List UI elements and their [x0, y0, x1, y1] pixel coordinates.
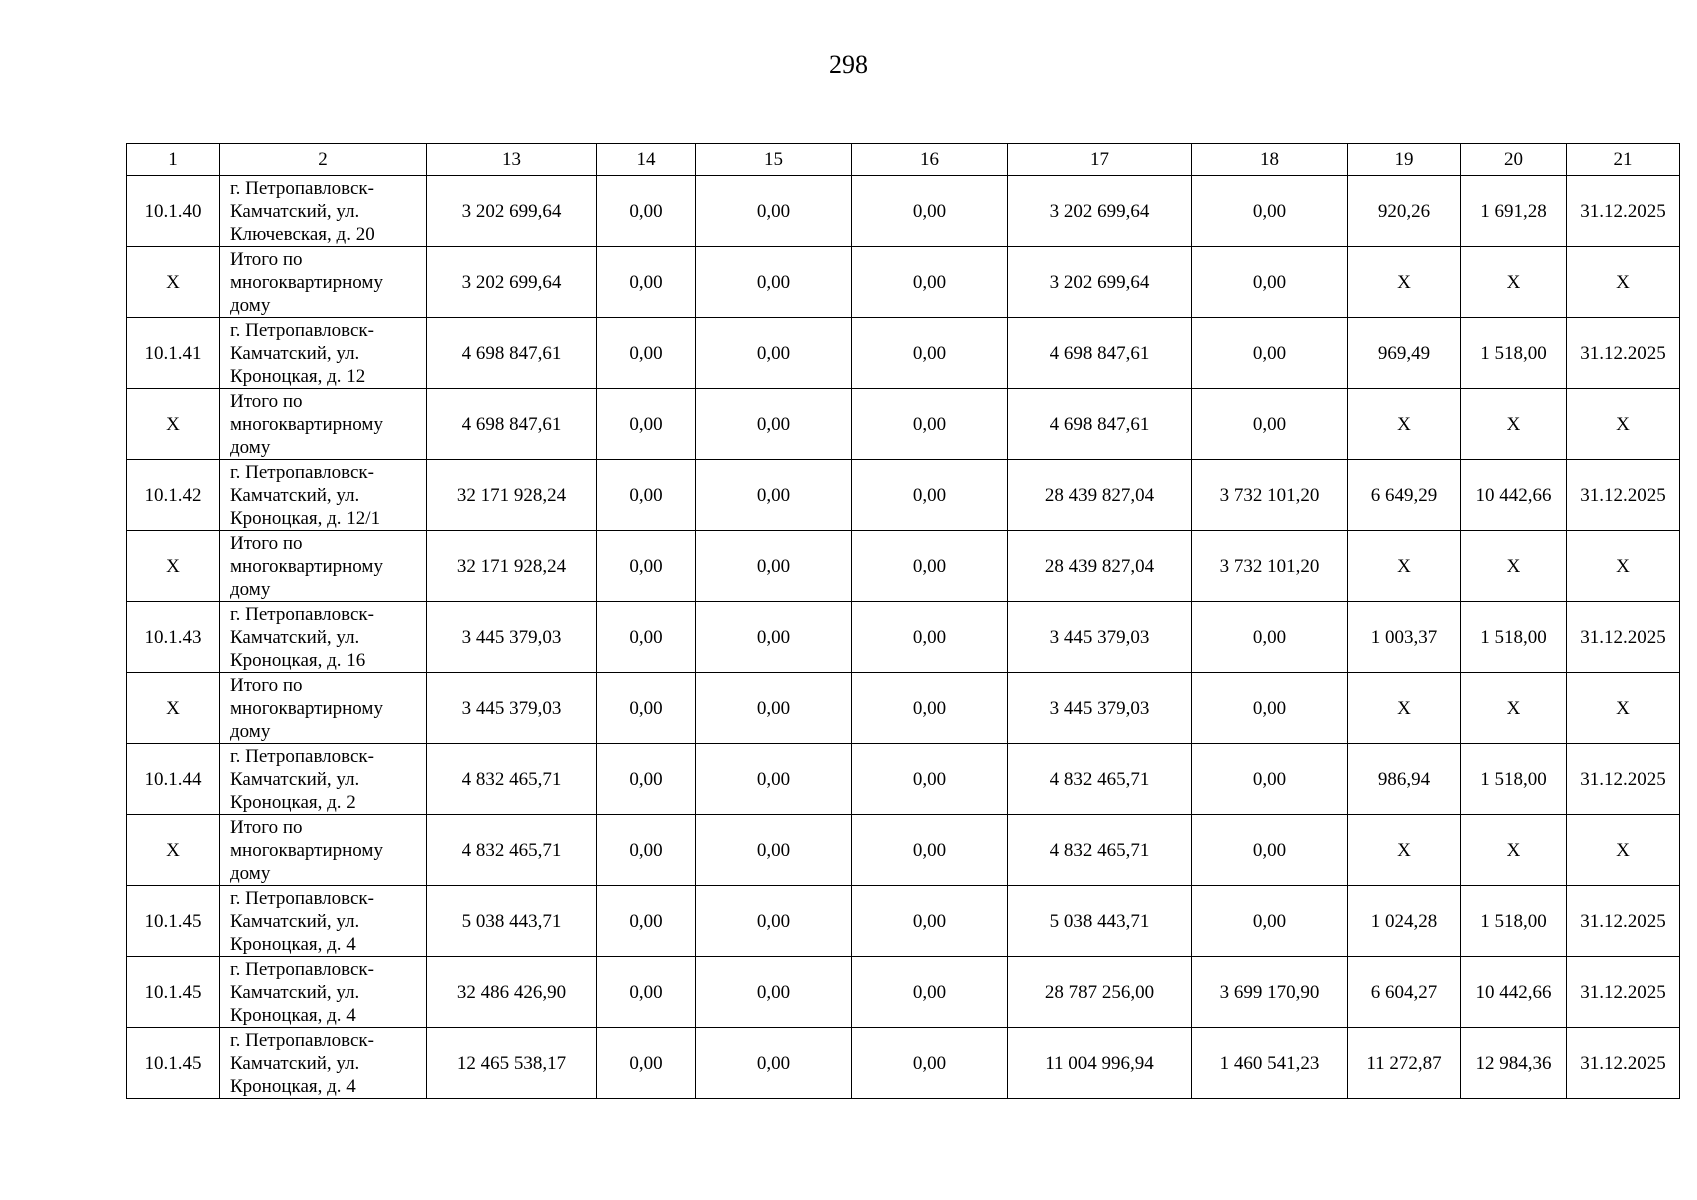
value-cell-col-16: 0,00: [852, 247, 1008, 318]
value-cell-col-21: 31.12.2025: [1567, 957, 1680, 1028]
address-line: Итого по: [230, 674, 303, 696]
table-body: [127, 144, 1680, 1099]
value-cell-col-13: 3 445 379,03: [427, 602, 597, 673]
value-cell-col-21: 31.12.2025: [1567, 1028, 1680, 1099]
address-line: Камчатский, ул.: [230, 981, 360, 1003]
value-cell-col-18: 0,00: [1192, 815, 1348, 886]
value-cell-col-14: 0,00: [597, 744, 696, 815]
value-cell-col-18: 3 732 101,20: [1192, 531, 1348, 602]
address-cell: [220, 1028, 427, 1099]
value-cell-col-15: 0,00: [696, 176, 852, 247]
value-cell-col-19: 6 604,27: [1348, 957, 1461, 1028]
value-cell-col-18: 0,00: [1192, 673, 1348, 744]
row-number-cell: X: [127, 673, 220, 744]
value-cell-col-16: 0,00: [852, 318, 1008, 389]
value-cell-col-16: 0,00: [852, 744, 1008, 815]
address-line: Кроноцкая, д. 2: [230, 791, 356, 813]
address-line: г. Петропавловск-: [230, 177, 374, 199]
value-cell-col-14: 0,00: [597, 176, 696, 247]
value-cell-col-16: 0,00: [852, 673, 1008, 744]
value-cell-col-13: 5 038 443,71: [427, 886, 597, 957]
address-line: дому: [230, 294, 271, 316]
address-line: дому: [230, 436, 271, 458]
header-cell: 21: [1567, 144, 1680, 176]
value-cell-col-15: 0,00: [696, 389, 852, 460]
value-cell-col-14: 0,00: [597, 886, 696, 957]
value-cell-col-15: 0,00: [696, 602, 852, 673]
value-cell-col-13: 3 202 699,64: [427, 247, 597, 318]
value-cell-col-21: X: [1567, 247, 1680, 318]
row-number-cell: 10.1.43: [127, 602, 220, 673]
address-cell: [220, 744, 427, 815]
value-cell-col-15: 0,00: [696, 531, 852, 602]
value-cell-col-17: 5 038 443,71: [1008, 886, 1192, 957]
value-cell-col-21: 31.12.2025: [1567, 744, 1680, 815]
value-cell-col-19: X: [1348, 389, 1461, 460]
value-cell-col-14: 0,00: [597, 247, 696, 318]
value-cell-col-20: X: [1461, 247, 1567, 318]
row-number-cell: 10.1.45: [127, 1028, 220, 1099]
address-line: Камчатский, ул.: [230, 1052, 360, 1074]
header-cell: 1: [127, 144, 220, 176]
row-number-cell: 10.1.42: [127, 460, 220, 531]
value-cell-col-21: 31.12.2025: [1567, 886, 1680, 957]
value-cell-col-19: 6 649,29: [1348, 460, 1461, 531]
address-line: Кроноцкая, д. 12: [230, 365, 366, 387]
value-cell-col-14: 0,00: [597, 460, 696, 531]
table-row: [127, 247, 1680, 318]
address-line: дому: [230, 578, 271, 600]
value-cell-col-21: X: [1567, 815, 1680, 886]
value-cell-col-21: 31.12.2025: [1567, 318, 1680, 389]
value-cell-col-13: 4 832 465,71: [427, 815, 597, 886]
value-cell-col-16: 0,00: [852, 1028, 1008, 1099]
table-row: [127, 957, 1680, 1028]
value-cell-col-20: 1 691,28: [1461, 176, 1567, 247]
row-number-cell: 10.1.41: [127, 318, 220, 389]
value-cell-col-17: 3 202 699,64: [1008, 176, 1192, 247]
value-cell-col-18: 0,00: [1192, 602, 1348, 673]
value-cell-col-13: 12 465 538,17: [427, 1028, 597, 1099]
value-cell-col-20: X: [1461, 389, 1567, 460]
value-cell-col-19: 1 024,28: [1348, 886, 1461, 957]
value-cell-col-15: 0,00: [696, 318, 852, 389]
row-number-cell: 10.1.44: [127, 744, 220, 815]
value-cell-col-19: 986,94: [1348, 744, 1461, 815]
address-line: г. Петропавловск-: [230, 461, 374, 483]
value-cell-col-18: 0,00: [1192, 247, 1348, 318]
address-cell: [220, 318, 427, 389]
header-cell: 15: [696, 144, 852, 176]
value-cell-col-19: 969,49: [1348, 318, 1461, 389]
value-cell-col-19: X: [1348, 247, 1461, 318]
value-cell-col-13: 32 486 426,90: [427, 957, 597, 1028]
value-cell-col-14: 0,00: [597, 815, 696, 886]
value-cell-col-13: 4 832 465,71: [427, 744, 597, 815]
address-line: многоквартирному: [230, 697, 383, 719]
value-cell-col-16: 0,00: [852, 531, 1008, 602]
value-cell-col-16: 0,00: [852, 389, 1008, 460]
address-cell: [220, 815, 427, 886]
address-cell: [220, 247, 427, 318]
value-cell-col-18: 1 460 541,23: [1192, 1028, 1348, 1099]
value-cell-col-18: 0,00: [1192, 744, 1348, 815]
value-cell-col-14: 0,00: [597, 389, 696, 460]
address-line: многоквартирному: [230, 839, 383, 861]
value-cell-col-21: X: [1567, 531, 1680, 602]
value-cell-col-18: 0,00: [1192, 176, 1348, 247]
address-line: дому: [230, 720, 271, 742]
value-cell-col-20: X: [1461, 531, 1567, 602]
value-cell-col-17: 3 445 379,03: [1008, 673, 1192, 744]
table-row: [127, 1028, 1680, 1099]
value-cell-col-21: X: [1567, 673, 1680, 744]
header-cell: 17: [1008, 144, 1192, 176]
table-header-row: [127, 144, 1680, 176]
address-line: г. Петропавловск-: [230, 745, 374, 767]
address-line: Камчатский, ул.: [230, 342, 360, 364]
value-cell-col-20: X: [1461, 815, 1567, 886]
value-cell-col-16: 0,00: [852, 602, 1008, 673]
table-row: [127, 673, 1680, 744]
table-row: [127, 602, 1680, 673]
header-cell: 16: [852, 144, 1008, 176]
table-row: [127, 389, 1680, 460]
data-table: [126, 143, 1680, 1099]
value-cell-col-13: 4 698 847,61: [427, 318, 597, 389]
value-cell-col-20: 1 518,00: [1461, 744, 1567, 815]
row-number-cell: X: [127, 815, 220, 886]
row-number-cell: 10.1.45: [127, 886, 220, 957]
value-cell-col-15: 0,00: [696, 957, 852, 1028]
value-cell-col-17: 4 698 847,61: [1008, 389, 1192, 460]
address-line: Итого по: [230, 390, 303, 412]
value-cell-col-19: 920,26: [1348, 176, 1461, 247]
value-cell-col-15: 0,00: [696, 247, 852, 318]
value-cell-col-13: 32 171 928,24: [427, 460, 597, 531]
value-cell-col-16: 0,00: [852, 886, 1008, 957]
header-cell: 19: [1348, 144, 1461, 176]
value-cell-col-15: 0,00: [696, 886, 852, 957]
value-cell-col-20: 10 442,66: [1461, 460, 1567, 531]
address-line: Ключевская, д. 20: [230, 223, 375, 245]
value-cell-col-13: 3 202 699,64: [427, 176, 597, 247]
value-cell-col-14: 0,00: [597, 531, 696, 602]
row-number-cell: 10.1.45: [127, 957, 220, 1028]
value-cell-col-21: 31.12.2025: [1567, 176, 1680, 247]
row-number-cell: X: [127, 247, 220, 318]
address-line: многоквартирному: [230, 271, 383, 293]
row-number-cell: X: [127, 389, 220, 460]
address-line: Камчатский, ул.: [230, 910, 360, 932]
header-cell: 20: [1461, 144, 1567, 176]
value-cell-col-16: 0,00: [852, 815, 1008, 886]
value-cell-col-15: 0,00: [696, 815, 852, 886]
address-line: многоквартирному: [230, 555, 383, 577]
row-number-cell: 10.1.40: [127, 176, 220, 247]
address-cell: [220, 389, 427, 460]
value-cell-col-18: 3 732 101,20: [1192, 460, 1348, 531]
value-cell-col-20: X: [1461, 673, 1567, 744]
address-line: Кроноцкая, д. 12/1: [230, 507, 381, 529]
header-cell: 2: [220, 144, 427, 176]
value-cell-col-13: 4 698 847,61: [427, 389, 597, 460]
value-cell-col-14: 0,00: [597, 602, 696, 673]
value-cell-col-15: 0,00: [696, 460, 852, 531]
value-cell-col-19: X: [1348, 531, 1461, 602]
value-cell-col-21: 31.12.2025: [1567, 460, 1680, 531]
value-cell-col-14: 0,00: [597, 318, 696, 389]
value-cell-col-13: 3 445 379,03: [427, 673, 597, 744]
value-cell-col-18: 0,00: [1192, 389, 1348, 460]
address-cell: [220, 602, 427, 673]
address-line: Итого по: [230, 532, 303, 554]
address-line: Камчатский, ул.: [230, 200, 360, 222]
value-cell-col-19: 1 003,37: [1348, 602, 1461, 673]
value-cell-col-14: 0,00: [597, 673, 696, 744]
value-cell-col-15: 0,00: [696, 744, 852, 815]
address-line: Камчатский, ул.: [230, 626, 360, 648]
address-line: дому: [230, 862, 271, 884]
value-cell-col-17: 3 202 699,64: [1008, 247, 1192, 318]
value-cell-col-21: X: [1567, 389, 1680, 460]
address-line: г. Петропавловск-: [230, 958, 374, 980]
header-cell: 13: [427, 144, 597, 176]
value-cell-col-20: 1 518,00: [1461, 886, 1567, 957]
value-cell-col-18: 3 699 170,90: [1192, 957, 1348, 1028]
address-cell: [220, 673, 427, 744]
address-line: Итого по: [230, 816, 303, 838]
value-cell-col-17: 28 439 827,04: [1008, 531, 1192, 602]
value-cell-col-13: 32 171 928,24: [427, 531, 597, 602]
address-line: г. Петропавловск-: [230, 319, 374, 341]
address-line: Кроноцкая, д. 4: [230, 1004, 356, 1026]
address-line: Кроноцкая, д. 4: [230, 933, 356, 955]
value-cell-col-18: 0,00: [1192, 886, 1348, 957]
value-cell-col-18: 0,00: [1192, 318, 1348, 389]
address-line: Камчатский, ул.: [230, 484, 360, 506]
header-cell: 14: [597, 144, 696, 176]
address-line: Кроноцкая, д. 16: [230, 649, 366, 671]
table-row: [127, 318, 1680, 389]
address-cell: [220, 460, 427, 531]
address-cell: [220, 957, 427, 1028]
table-row: [127, 531, 1680, 602]
value-cell-col-16: 0,00: [852, 957, 1008, 1028]
value-cell-col-19: X: [1348, 815, 1461, 886]
value-cell-col-20: 1 518,00: [1461, 318, 1567, 389]
value-cell-col-17: 11 004 996,94: [1008, 1028, 1192, 1099]
value-cell-col-15: 0,00: [696, 673, 852, 744]
value-cell-col-15: 0,00: [696, 1028, 852, 1099]
header-cell: 18: [1192, 144, 1348, 176]
value-cell-col-17: 4 832 465,71: [1008, 744, 1192, 815]
value-cell-col-17: 4 698 847,61: [1008, 318, 1192, 389]
value-cell-col-19: 11 272,87: [1348, 1028, 1461, 1099]
address-line: г. Петропавловск-: [230, 887, 374, 909]
page-number: 298: [829, 50, 868, 79]
value-cell-col-17: 4 832 465,71: [1008, 815, 1192, 886]
value-cell-col-14: 0,00: [597, 957, 696, 1028]
address-line: г. Петропавловск-: [230, 1029, 374, 1051]
value-cell-col-16: 0,00: [852, 460, 1008, 531]
table-row: [127, 744, 1680, 815]
value-cell-col-17: 28 439 827,04: [1008, 460, 1192, 531]
value-cell-col-20: 10 442,66: [1461, 957, 1567, 1028]
value-cell-col-19: X: [1348, 673, 1461, 744]
address-cell: [220, 176, 427, 247]
address-line: многоквартирному: [230, 413, 383, 435]
address-cell: [220, 531, 427, 602]
table-row: [127, 815, 1680, 886]
value-cell-col-20: 1 518,00: [1461, 602, 1567, 673]
address-line: г. Петропавловск-: [230, 603, 374, 625]
value-cell-col-16: 0,00: [852, 176, 1008, 247]
value-cell-col-17: 28 787 256,00: [1008, 957, 1192, 1028]
address-cell: [220, 886, 427, 957]
value-cell-col-20: 12 984,36: [1461, 1028, 1567, 1099]
row-number-cell: X: [127, 531, 220, 602]
address-line: Камчатский, ул.: [230, 768, 360, 790]
table-row: [127, 176, 1680, 247]
value-cell-col-21: 31.12.2025: [1567, 602, 1680, 673]
value-cell-col-17: 3 445 379,03: [1008, 602, 1192, 673]
table-row: [127, 886, 1680, 957]
table-row: [127, 460, 1680, 531]
value-cell-col-14: 0,00: [597, 1028, 696, 1099]
address-line: Итого по: [230, 248, 303, 270]
address-line: Кроноцкая, д. 4: [230, 1075, 356, 1097]
